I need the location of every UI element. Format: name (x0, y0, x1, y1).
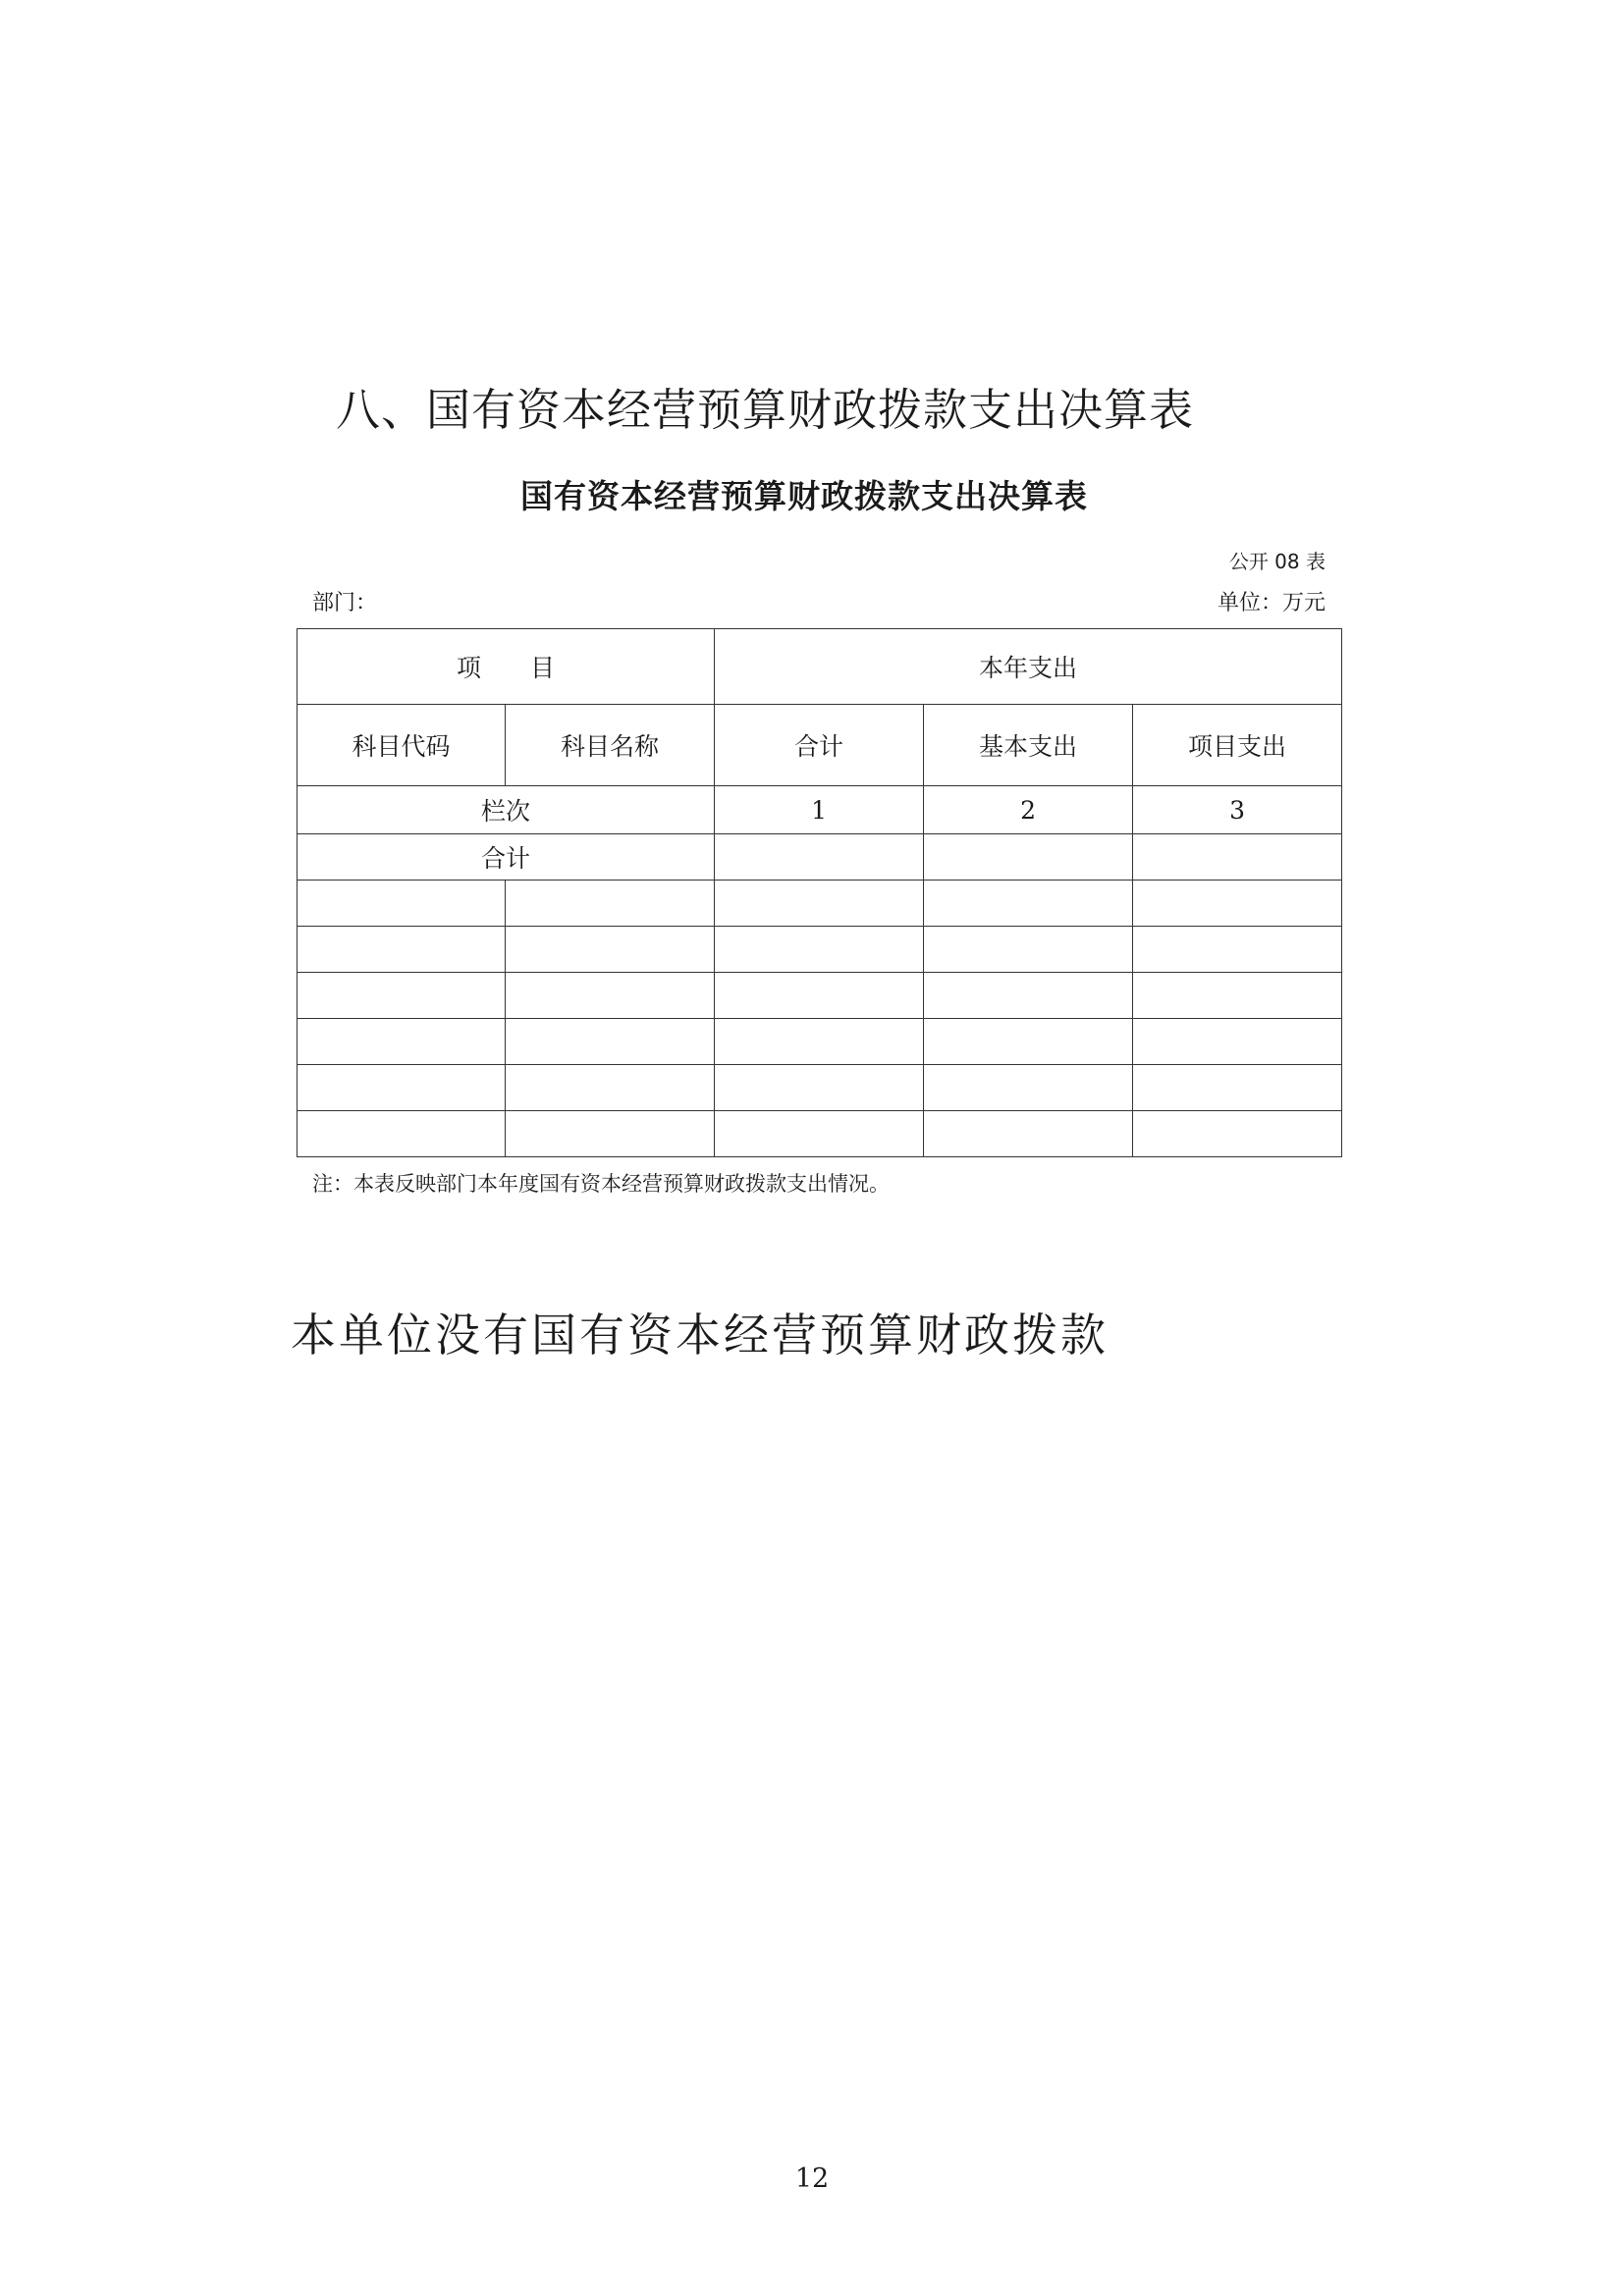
table-title: 国有资本经营预算财政拨款支出决算表 (520, 477, 1088, 515)
table-cell (924, 973, 1133, 1019)
column-index-label: 栏次 (298, 786, 715, 834)
table-cell (506, 927, 715, 973)
table-row (298, 973, 1342, 1019)
table-cell (1133, 1065, 1342, 1111)
column-index-value: 2 (924, 786, 1133, 834)
table-cell (298, 881, 506, 927)
table-cell (715, 927, 924, 973)
page-number: 12 (794, 2163, 830, 2194)
table-cell (715, 1019, 924, 1065)
table-cell (1133, 834, 1342, 881)
column-subject-code: 科目代码 (298, 705, 506, 786)
table-cell (298, 927, 506, 973)
table-cell (506, 881, 715, 927)
table-cell (715, 881, 924, 927)
form-code: 公开 08 表 (1228, 550, 1326, 573)
table-header-row (298, 629, 1342, 705)
column-basic-expense: 基本支出 (924, 705, 1133, 786)
table-cell (1133, 1111, 1342, 1157)
table-cell (506, 1065, 715, 1111)
table-cell (506, 1111, 715, 1157)
table-row (298, 1111, 1342, 1157)
table-cell (298, 973, 506, 1019)
table-column-row (298, 705, 1342, 786)
total-row-label: 合计 (298, 834, 715, 881)
table-cell (1133, 973, 1342, 1019)
table-note: 注：本表反映部门本年度国有资本经营预算财政拨款支出情况。 (312, 1172, 890, 1196)
table-row (298, 1065, 1342, 1111)
department-label: 部门： (312, 591, 378, 615)
table-cell (506, 973, 715, 1019)
total-row (298, 834, 1342, 881)
unit-label: 单位：万元 (1217, 591, 1326, 615)
table-cell (1133, 881, 1342, 927)
table-cell (715, 834, 924, 881)
table-row (298, 881, 1342, 927)
table-cell (924, 1065, 1133, 1111)
table-cell (1133, 927, 1342, 973)
table-cell (715, 1065, 924, 1111)
table-cell (924, 927, 1133, 973)
header-project: 项 目 (298, 629, 715, 705)
table-cell (924, 1019, 1133, 1065)
table-cell (924, 834, 1133, 881)
table-row (298, 927, 1342, 973)
statement-text: 本单位没有国有资本经营预算财政拨款 (291, 1308, 1109, 1362)
column-project-expense: 项目支出 (1133, 705, 1342, 786)
budget-table (297, 628, 1342, 1157)
table-cell (924, 1111, 1133, 1157)
column-total: 合计 (715, 705, 924, 786)
table-cell (298, 1111, 506, 1157)
table-cell (298, 1065, 506, 1111)
section-heading: 八、国有资本经营预算财政拨款支出决算表 (336, 384, 1195, 436)
column-index-value: 1 (715, 786, 924, 834)
column-index-value: 3 (1133, 786, 1342, 834)
column-index-row (298, 786, 1342, 834)
table-cell (298, 1019, 506, 1065)
table-cell (715, 1111, 924, 1157)
table-cell (924, 881, 1133, 927)
table-cell (506, 1019, 715, 1065)
table-cell (715, 973, 924, 1019)
table-row (298, 1019, 1342, 1065)
header-current-year-expense: 本年支出 (715, 629, 1342, 705)
column-subject-name: 科目名称 (506, 705, 715, 786)
table-cell (1133, 1019, 1342, 1065)
